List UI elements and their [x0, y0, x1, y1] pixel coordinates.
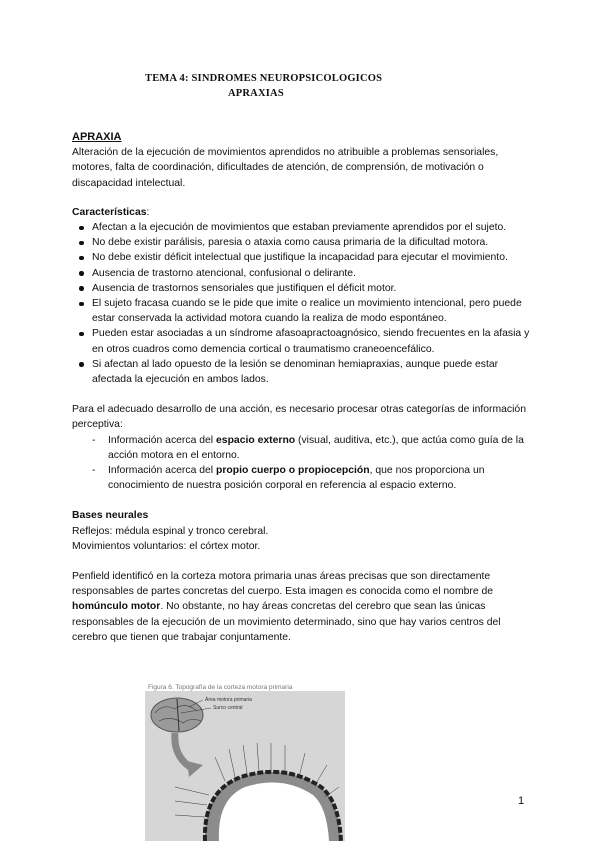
document-title: TEMA 4: SINDROMES NEUROPSICOLOGICOS	[145, 73, 383, 84]
list-item	[72, 433, 534, 463]
list-item: Ausencia de trastornos sensoriales que justifiquen el déficit motor.	[72, 281, 534, 296]
list-item: Ausencia de trastorno atencional, confusional o delirante.	[72, 266, 534, 281]
apraxia-definition: Alteración de la ejecución de movimientos aprendidos no atribuible a problemas sensoriales, motores, falta de coordinación, dificultades de atención, de comprensión, de motivación o discapacidad intelectual.	[72, 147, 499, 189]
item-post: , que nos proporciona un conocimiento de nuestra posición corporal en referencia al espacio externo.	[108, 465, 485, 492]
procesamiento-list	[72, 433, 534, 494]
bases-line-2: Movimientos voluntarios: el córtex motor.	[72, 540, 261, 552]
item-pre: Información acerca del	[108, 434, 217, 446]
list-item: No debe existir déficit intelectual que justifique la incapacidad para ejecutar el movimiento.	[72, 250, 534, 265]
list-item: No debe existir parálisis, paresia o ataxia como causa primaria de la dificultad motora.	[72, 235, 534, 250]
item-bold: propio cuerpo o propiocepción	[216, 465, 370, 477]
figure-label-2: Surco central	[213, 705, 243, 711]
caracteristicas-list	[72, 220, 534, 387]
penfield-bold: homúnculo motor	[72, 601, 161, 613]
figure-caption: Figura 6. Topografía de la corteza motora primaria	[148, 684, 293, 691]
document-body	[72, 130, 534, 645]
procesamiento-intro: Para el adecuado desarrollo de una acción, es necesario procesar otras categorías de información perceptiva:	[72, 404, 526, 431]
apraxia-heading: APRAXIA	[72, 131, 122, 143]
list-item: Pueden estar asociadas a un síndrome afasoapractoagnósico, siendo frecuentes en la afasia y en otros cuadros como demencia cortical o traumatismo craneoencefálico.	[72, 326, 534, 356]
penfield-pre: Penfield identificó en la corteza motora primaria unas áreas precisas que son directamente responsables de partes concretas del cuerpo. Esta imagen es conocida como el nombre de	[72, 571, 494, 598]
page-number: 1	[518, 795, 525, 807]
document-subtitle: APRAXIAS	[228, 88, 284, 99]
caracteristicas-heading-text: Características	[72, 206, 147, 218]
homunculus-figure	[145, 691, 345, 841]
penfield-post: . No obstante, no hay áreas concretas del cerebro que sean las únicas responsables de la ejecución de un movimiento determinado, sino que hay varios centros del cerebro que tienen que trabajar conjuntamente.	[72, 601, 501, 643]
bases-line-1: Reflejos: médula espinal y tronco cerebral.	[72, 525, 269, 537]
item-pre: Información acerca del	[108, 465, 217, 477]
penfield-paragraph	[72, 569, 534, 645]
list-item	[72, 463, 534, 493]
list-item: Si afectan al lado opuesto de la lesión se denominan hemiapraxias, aunque puede estar afectada la ejecución en ambos lados.	[72, 357, 534, 387]
caracteristicas-heading: Características:	[72, 206, 150, 218]
list-item: Afectan a la ejecución de movimientos que estaban previamente aprendidos por el sujeto.	[72, 220, 534, 235]
bases-heading: Bases neurales	[72, 510, 149, 522]
figure-label-1: Área motora primaria	[205, 697, 252, 703]
item-post: (visual, auditiva, etc.), que actúa como guía de la acción motora en el entorno.	[108, 434, 524, 461]
list-item: El sujeto fracasa cuando se le pide que imite o realice un movimiento intencional, pero puede estar conservada la actividad motora cuando la realiza de modo espontáneo.	[72, 296, 534, 326]
item-bold: espacio externo	[216, 434, 296, 446]
